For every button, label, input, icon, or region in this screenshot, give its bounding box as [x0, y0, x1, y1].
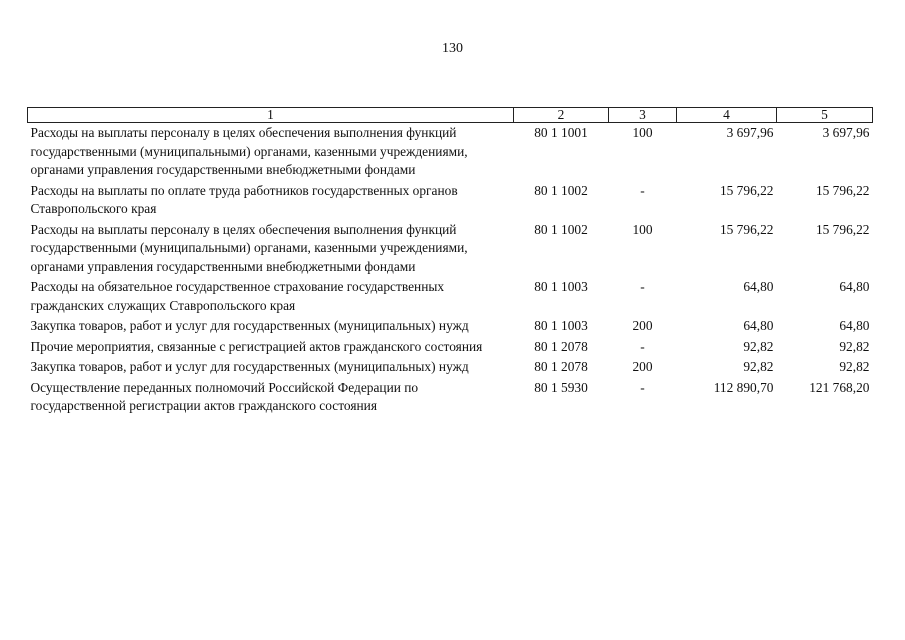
row-type: - [640, 338, 645, 354]
row-sum-1: 64,80 [743, 279, 774, 294]
row-code: 80 1 5930 [534, 379, 588, 395]
row-name: Расходы на выплаты по оплате труда работников государственных органов Ставропольского края [30, 182, 458, 216]
column-header-1: 1 [28, 108, 514, 123]
row-sum-1: 3 697,96 [726, 125, 774, 140]
row-type: - [640, 279, 645, 294]
header-row [28, 108, 873, 123]
row-sum-1: 112 890,70 [713, 379, 774, 395]
row-type: - [640, 182, 645, 198]
row-code: 80 1 1003 [534, 318, 588, 333]
row-code: 80 1 1001 [534, 125, 588, 140]
row-name: Закупка товаров, работ и услуг для государственных (муниципальных) нужд [30, 318, 469, 333]
row-sum-2: 64,80 [839, 279, 870, 294]
table-row [28, 181, 873, 220]
column-header-2: 2 [514, 108, 609, 123]
row-type: 100 [632, 125, 653, 140]
column-header-5: 5 [777, 108, 873, 123]
row-sum-2: 64,80 [839, 318, 870, 333]
row-name: Закупка товаров, работ и услуг для государственных (муниципальных) нужд [30, 359, 469, 374]
row-code: 80 1 1002 [534, 182, 588, 198]
row-name: Расходы на выплаты персоналу в целях обеспечения выполнения функций государственными (муниципальными) органами, казенными учреждениями, органами управления государственными внебюджетными фондами [30, 221, 468, 274]
row-name: Осуществление переданных полномочий Российской Федерации по государственной регистрации актов гражданского состояния [30, 379, 419, 413]
row-name: Расходы на обязательное государственное страхование государственных гражданских служащих Ставропольского края [30, 279, 445, 313]
table-row [28, 316, 873, 337]
table-row [28, 277, 873, 316]
row-sum-2: 3 697,96 [822, 125, 870, 140]
row-sum-2: 92,82 [839, 338, 870, 354]
row-name: Расходы на выплаты персоналу в целях обеспечения выполнения функций государственными (муниципальными) органами, казенными учреждениями, органами управления государственными внебюджетными фондами [30, 125, 468, 177]
row-type: 200 [632, 359, 653, 374]
budget-table [27, 107, 873, 417]
table-row [28, 378, 873, 417]
row-code: 80 1 2078 [534, 359, 588, 374]
row-sum-2: 121 768,20 [809, 379, 870, 395]
row-sum-2: 15 796,22 [815, 182, 870, 198]
row-sum-1: 92,82 [743, 338, 774, 354]
row-type: 200 [632, 318, 653, 333]
row-sum-2: 92,82 [839, 359, 870, 374]
row-code: 80 1 1002 [534, 221, 588, 237]
table-row [28, 123, 873, 181]
column-header-3: 3 [609, 108, 677, 123]
table-row [28, 337, 873, 358]
page-number: 130 [442, 41, 463, 56]
table-row [28, 357, 873, 378]
row-sum-2: 15 796,22 [815, 221, 870, 237]
table-row [28, 220, 873, 278]
row-type: 100 [632, 221, 653, 237]
row-sum-1: 15 796,22 [719, 182, 774, 198]
column-header-4: 4 [677, 108, 777, 123]
row-sum-1: 15 796,22 [719, 221, 774, 237]
row-sum-1: 64,80 [743, 318, 774, 333]
row-name: Прочие мероприятия, связанные с регистрацией актов гражданского состояния [30, 338, 483, 354]
row-code: 80 1 1003 [534, 279, 588, 294]
row-code: 80 1 2078 [534, 338, 588, 354]
row-sum-1: 92,82 [743, 359, 774, 374]
row-type: - [640, 379, 645, 395]
